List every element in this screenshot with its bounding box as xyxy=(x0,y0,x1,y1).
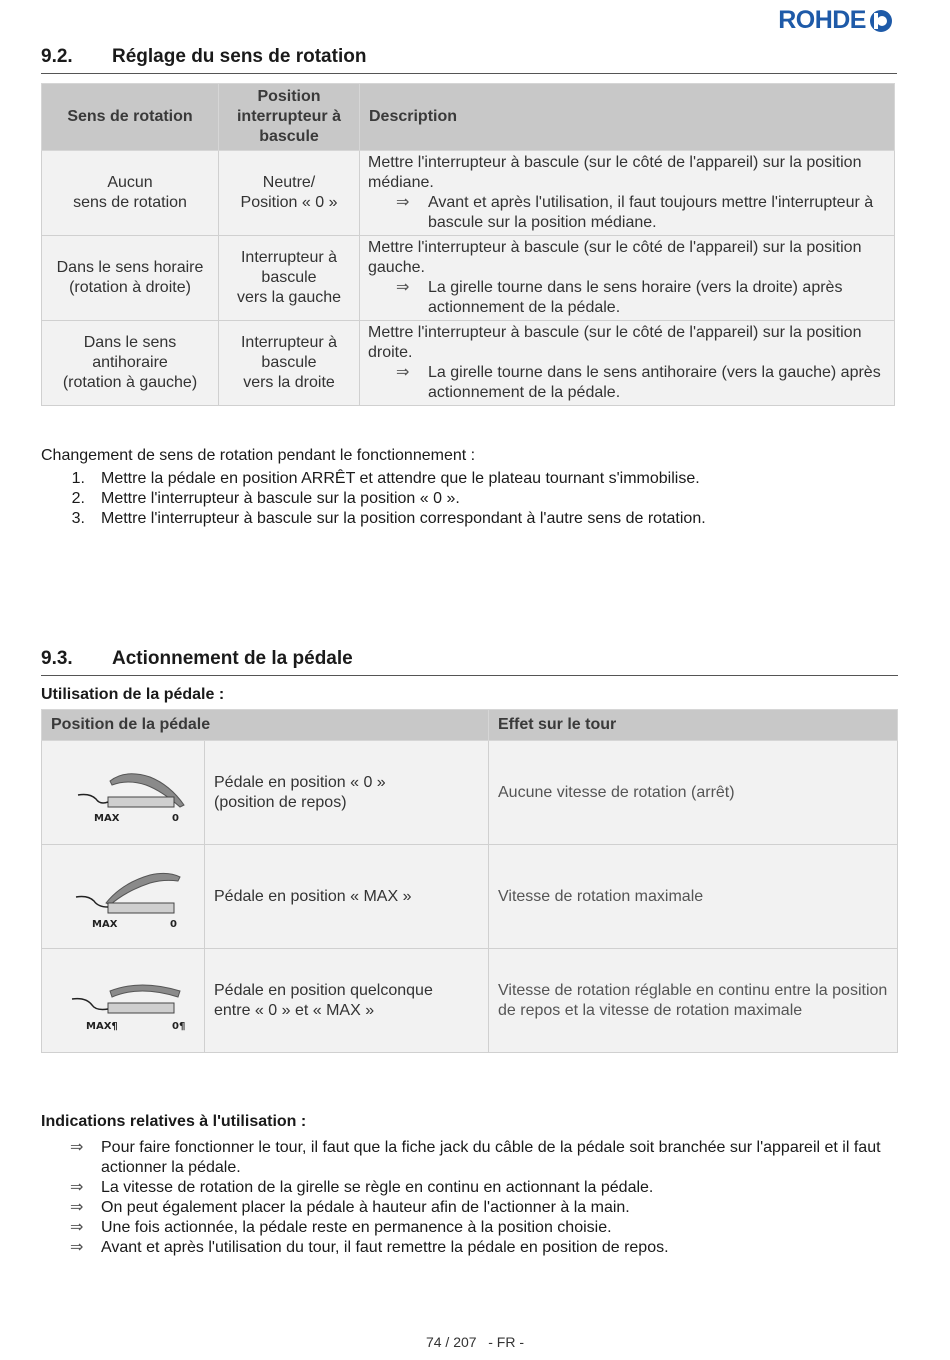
implies-arrow-icon: ⇒ xyxy=(396,279,410,296)
position-cell xyxy=(219,236,360,321)
table-header-row xyxy=(42,84,895,151)
pedal-position-cell xyxy=(205,949,489,1053)
pedal-rest-icon xyxy=(50,755,190,825)
sens-text: Dans le sens horaire xyxy=(56,259,204,276)
implies-arrow-icon: ⇒ xyxy=(70,1179,84,1196)
pedal-position-cell xyxy=(205,845,489,949)
effect-cell: Vitesse de rotation réglable en continu entre la position de repos et la vitesse de rotation maximale xyxy=(489,949,898,1053)
max-label: MAX xyxy=(94,812,120,824)
change-direction-title: Changement de sens de rotation pendant le fonctionnement : xyxy=(41,447,476,464)
section-number: 9.3. xyxy=(41,648,73,669)
pedal-position-cell xyxy=(205,741,489,845)
step-text: Mettre l'interrupteur à bascule sur la position « 0 ». xyxy=(101,490,460,507)
position-text: bascule xyxy=(261,269,317,286)
list-item xyxy=(41,1178,901,1198)
note-line xyxy=(396,363,886,403)
table-row xyxy=(42,151,895,236)
description-text: Mettre l'interrupteur à bascule (sur le côté de l'appareil) sur la position gauche. xyxy=(368,239,862,276)
description-cell xyxy=(360,321,895,406)
section-title: Réglage du sens de rotation xyxy=(112,46,367,67)
description-cell xyxy=(360,151,895,236)
table-row xyxy=(42,845,898,949)
list-item xyxy=(41,1238,901,1258)
table-row xyxy=(42,741,898,845)
position-text: Neutre/ xyxy=(262,174,316,191)
language-label: - FR - xyxy=(488,1334,525,1350)
implies-arrow-icon: ⇒ xyxy=(70,1139,84,1156)
sens-text: Aucun xyxy=(107,174,153,191)
section-number: 9.2. xyxy=(41,46,73,67)
rohde-logo xyxy=(778,6,894,35)
effect-cell: Vitesse de rotation maximale xyxy=(489,845,898,949)
sens-text: sens de rotation xyxy=(73,194,187,211)
position-cell xyxy=(219,321,360,406)
hint-text: On peut également placer la pédale à hauteur afin de l'actionner à la main. xyxy=(101,1199,630,1216)
description-cell xyxy=(360,236,895,321)
zero-label: 0 xyxy=(170,918,177,929)
hint-text: La vitesse de rotation de la girelle se règle en continu en actionnant la pédale. xyxy=(101,1179,654,1196)
list-item xyxy=(41,1138,901,1178)
effect-cell: Aucune vitesse de rotation (arrêt) xyxy=(489,741,898,845)
pedal-max-icon xyxy=(50,859,190,929)
usage-hints-list xyxy=(41,1138,901,1258)
section-heading-9-2 xyxy=(41,46,897,74)
table-row xyxy=(42,236,895,321)
note-line xyxy=(396,193,886,233)
hint-text: Une fois actionnée, la pédale reste en permanence à la position choisie. xyxy=(101,1219,612,1236)
position-text: Interrupteur à xyxy=(240,249,338,266)
table-header-row xyxy=(42,710,898,741)
header-description: Description xyxy=(360,84,895,151)
pedal-position-text: entre « 0 » et « MAX » xyxy=(214,1001,375,1019)
description-text: Mettre l'interrupteur à bascule (sur le côté de l'appareil) sur la position droite. xyxy=(368,324,862,361)
sens-text: (rotation à droite) xyxy=(69,279,191,296)
table-row xyxy=(42,321,895,406)
position-cell xyxy=(219,151,360,236)
sens-cell xyxy=(42,321,219,406)
header-effect: Effet sur le tour xyxy=(489,710,898,741)
zero-label: 0 xyxy=(172,812,179,824)
step-text: Mettre la pédale en position ARRÊT et attendre que le plateau tournant s'immobilise. xyxy=(101,470,700,487)
sens-text: (rotation à gauche) xyxy=(62,374,198,391)
implies-arrow-icon: ⇒ xyxy=(70,1199,84,1216)
step-number: 2. xyxy=(71,490,85,507)
implies-arrow-icon: ⇒ xyxy=(70,1239,84,1256)
pedal-position-text: Pédale en position « 0 » xyxy=(214,773,386,791)
pedal-table xyxy=(41,709,898,1053)
table-row xyxy=(42,949,898,1053)
note-text: Avant et après l'utilisation, il faut toujours mettre l'interrupteur à bascule sur la position médiane. xyxy=(428,194,874,231)
usage-hints-title: Indications relatives à l'utilisation : xyxy=(41,1113,307,1130)
zero-label: 0¶ xyxy=(172,1020,186,1032)
hint-text: Pour faire fonctionner le tour, il faut que la fiche jack du câble de la pédale soit branchée sur l'appareil et il faut actionner la pédale. xyxy=(101,1139,881,1176)
hint-text: Avant et après l'utilisation du tour, il faut remettre la pédale en position de repos. xyxy=(101,1239,669,1256)
implies-arrow-icon: ⇒ xyxy=(70,1219,84,1236)
step-text: Mettre l'interrupteur à bascule sur la position correspondant à l'autre sens de rotation. xyxy=(101,510,706,527)
list-item xyxy=(41,1218,901,1238)
step-number: 3. xyxy=(71,510,85,527)
list-item xyxy=(41,1198,901,1218)
pedal-usage-title: Utilisation de la pédale : xyxy=(41,686,225,703)
change-steps-list xyxy=(41,469,706,529)
pedal-position-text: Pédale en position « MAX » xyxy=(214,887,412,905)
pedal-position-text: Pédale en position quelconque xyxy=(214,981,433,999)
rotation-table xyxy=(41,83,895,406)
implies-arrow-icon: ⇒ xyxy=(396,194,410,211)
section-title: Actionnement de la pédale xyxy=(112,648,353,669)
step-number: 1. xyxy=(71,470,85,487)
sens-text: antihoraire xyxy=(92,354,168,371)
max-label: MAX¶ xyxy=(86,1020,118,1032)
header-pedal-position: Position de la pédale xyxy=(42,710,489,741)
pedal-any-icon xyxy=(50,963,190,1033)
logo-text: ROHDE xyxy=(778,6,866,34)
note-line xyxy=(396,278,886,318)
description-text: Mettre l'interrupteur à bascule (sur le côté de l'appareil) sur la position médiane. xyxy=(368,154,862,191)
position-text: vers la droite xyxy=(243,374,335,391)
page-footer xyxy=(0,1334,950,1350)
pedal-illustration-cell xyxy=(42,949,205,1053)
position-text: Position « 0 » xyxy=(240,194,338,211)
sens-cell xyxy=(42,236,219,321)
position-text: Interrupteur à xyxy=(240,334,338,351)
implies-arrow-icon: ⇒ xyxy=(396,364,410,381)
note-text: La girelle tourne dans le sens horaire (vers la droite) après actionnement de la pédale. xyxy=(428,279,843,316)
pedal-illustration-cell xyxy=(42,741,205,845)
max-label: MAX xyxy=(92,918,118,929)
list-item xyxy=(41,509,706,529)
list-item xyxy=(41,469,706,489)
note-text: La girelle tourne dans le sens antihoraire (vers la gauche) après actionnement de la pédale. xyxy=(428,364,881,401)
sens-text: Dans le sens xyxy=(83,334,177,351)
sens-cell xyxy=(42,151,219,236)
logo-mark-icon xyxy=(868,8,894,34)
position-text: vers la gauche xyxy=(236,289,342,306)
pedal-position-text: (position de repos) xyxy=(214,793,347,811)
list-item xyxy=(41,489,706,509)
header-position: Position interrupteur à bascule xyxy=(219,84,360,151)
page-number: 74 / 207 xyxy=(425,1334,477,1350)
pedal-illustration-cell xyxy=(42,845,205,949)
header-sens: Sens de rotation xyxy=(42,84,219,151)
section-heading-9-3 xyxy=(41,648,898,676)
position-text: bascule xyxy=(261,354,317,371)
